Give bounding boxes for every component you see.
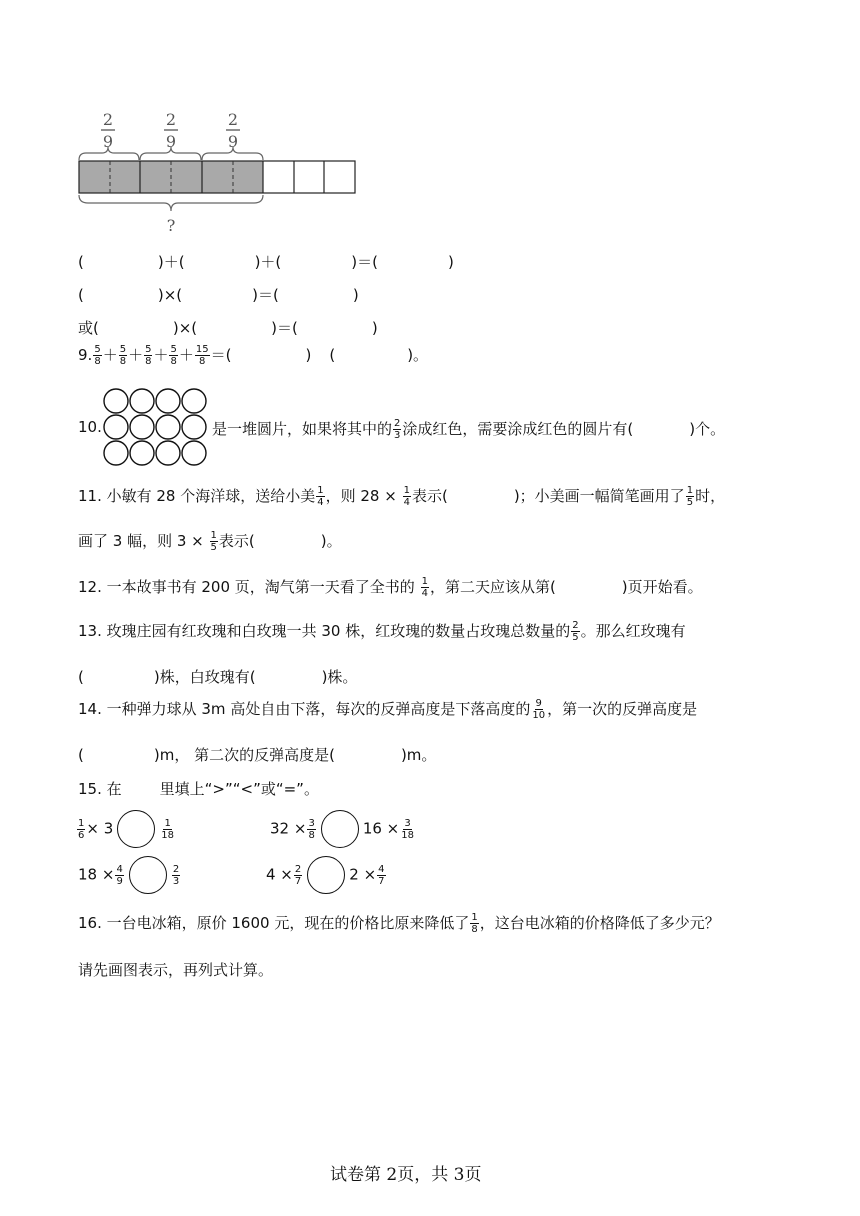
eq2-t3: )	[352, 286, 359, 304]
q9-plus-2: ＋	[128, 346, 144, 364]
q11-frac-2: $\frac{1}{4}$	[403, 485, 410, 508]
q15-r2l-frac: $\frac{4}{9}$	[116, 863, 123, 887]
q14-text-e: )m。	[400, 746, 437, 764]
q9-frac-4: $\frac{5}{8}$	[170, 344, 177, 367]
eq2-open: (	[78, 286, 84, 304]
disc-icon	[104, 415, 128, 439]
q15-r1b-pre: 32 ×	[270, 819, 307, 838]
disc-icon	[104, 389, 128, 413]
q9-plus-3: ＋	[153, 346, 169, 364]
eq1-open: (	[78, 253, 84, 271]
compare-circle-2[interactable]	[321, 810, 359, 848]
q11-text-h: )。	[320, 532, 342, 550]
q10-frac: $\frac{2}{3}$	[394, 418, 401, 441]
q12-frac: $\frac{1}{4}$	[421, 576, 428, 599]
question-16-line-1	[78, 912, 720, 935]
eq-row-2	[78, 284, 359, 305]
q11-text-g: 表示(	[218, 532, 255, 550]
q15-r1l-post: × 3	[86, 819, 114, 838]
top-frac-den-2: 9	[165, 132, 177, 151]
q15-compare-1	[76, 810, 176, 848]
question-10-text	[212, 418, 725, 441]
q12-text-b: ，第二天应该从第(	[429, 578, 556, 596]
q11-frac-1: $\frac{1}{4}$	[317, 485, 324, 508]
q9-open-2: (	[329, 346, 336, 364]
eq1-t1: )＋(	[157, 253, 185, 271]
disc-icon	[182, 389, 206, 413]
q15-r1l-frac: $\frac{1}{6}$	[78, 817, 85, 841]
q11-frac-3: $\frac{1}{5}$	[686, 485, 694, 508]
q15-r2b-frac: $\frac{2}{7}$	[294, 863, 302, 887]
q13-text-c: (	[78, 668, 84, 686]
q15-r2r-frac: $\frac{2}{3}$	[172, 863, 180, 887]
q16-text-a: 16. 一台电冰箱，原价 1600 元，现在的价格比原来降低了	[78, 914, 470, 932]
q9-number: 9.	[78, 346, 93, 364]
top-frac-num-2: 2	[165, 110, 177, 129]
q9-plus-4: ＋	[178, 346, 194, 364]
q15-text-a: 15. 在	[78, 780, 122, 798]
disc-icon	[182, 441, 206, 465]
q12-text-a: 12. 一本故事书有 200 页，淘气第一天看了全书的	[78, 578, 420, 596]
q16-text-b: ，这台电冰箱的价格降低了多少元？	[479, 914, 720, 932]
disc-icon	[130, 441, 154, 465]
q9-frac-3: $\frac{5}{8}$	[145, 344, 152, 367]
q15-r1b-frac: $\frac{3}{8}$	[308, 817, 315, 841]
eq2-t1: )×(	[157, 286, 183, 304]
eq-row-1	[78, 251, 454, 272]
q15-compare-3	[78, 856, 181, 894]
q14-text-d: )m， 第二次的反弹高度是(	[153, 746, 335, 764]
q9-eq: ＝(	[210, 346, 232, 364]
question-15	[78, 778, 319, 799]
disc-icon	[130, 415, 154, 439]
disc-icon	[104, 441, 128, 465]
q13-text-b: 。那么红玫瑰有	[580, 622, 686, 640]
q10-text-c: )个。	[689, 420, 726, 438]
q11-text-d: )；小美画一幅简笔画用了	[513, 487, 685, 505]
q15-r2l-pre: 18 ×	[78, 865, 115, 884]
question-mark: ?	[166, 216, 176, 235]
question-16-line-2: 请先画图表示，再列式计算。	[78, 961, 274, 979]
question-9	[78, 344, 428, 367]
top-frac-num-3: 2	[227, 110, 239, 129]
q15-r2b-pre: 4 ×	[266, 865, 293, 884]
q15-r2b-r-frac: $\frac{4}{7}$	[378, 863, 385, 887]
question-12	[78, 576, 703, 599]
q15-text-b: 里填上“>”“<”或“=”。	[159, 780, 319, 798]
disc-icon	[130, 389, 154, 413]
q11-text-c: 表示(	[411, 487, 448, 505]
page-footer: 试卷第 2页，共 3页	[330, 1165, 482, 1185]
q11-text-b: ，则 28 ×	[325, 487, 402, 505]
question-13-line-2	[78, 666, 357, 687]
question-14-line-2	[78, 744, 436, 765]
compare-circle-3[interactable]	[129, 856, 167, 894]
top-frac-den-3: 9	[227, 132, 239, 151]
disc-icon	[182, 415, 206, 439]
q15-r1b-r-pre: 16 ×	[362, 819, 400, 838]
eq1-t2: )＋(	[254, 253, 282, 271]
q11-text-f: 画了 3 幅，则 3 ×	[78, 532, 209, 550]
q9-frac-5: $\frac{15}{8}$	[195, 344, 209, 367]
q9-plus-1: ＋	[102, 346, 118, 364]
eq3-open: 或(	[78, 319, 99, 337]
q14-text-a: 14. 一种弹力球从 3m 高处自由下落，每次的反弹高度是下落高度的	[78, 700, 531, 718]
q11-text-e: 时，	[695, 487, 726, 505]
q11-text-a: 11. 小敏有 28 个海洋球，送给小美	[78, 487, 316, 505]
q10-number: 10.	[78, 418, 102, 436]
eq1-t4: )	[448, 253, 454, 271]
q11-frac-4: $\frac{1}{5}$	[210, 530, 217, 553]
q15-r1b-r-frac: $\frac{3}{18}$	[401, 817, 414, 841]
eq3-t1: )×(	[172, 319, 198, 337]
eq1-t3: )＝(	[351, 253, 379, 271]
q13-frac: $\frac{2}{5}$	[572, 620, 579, 643]
q9-frac-2: $\frac{5}{8}$	[119, 344, 127, 367]
disc-pile-svg	[102, 388, 210, 468]
question-11-line-2	[78, 530, 342, 553]
question-13-line-1	[78, 620, 686, 643]
q14-text-c: (	[78, 746, 84, 764]
compare-circle-4[interactable]	[307, 856, 345, 894]
q15-compare-2	[270, 810, 416, 848]
disc-pile-image	[102, 388, 210, 468]
q15-r2b-r-pre: 2 ×	[349, 865, 377, 884]
q15-compare-4	[266, 856, 387, 894]
q9-close-1: )	[305, 346, 312, 364]
eq3-t2: )＝(	[271, 319, 298, 337]
q13-text-e: )株。	[321, 668, 358, 686]
top-frac-num-1: 2	[102, 110, 114, 129]
disc-icon	[156, 389, 180, 413]
compare-circle-1[interactable]	[117, 810, 155, 848]
eq2-t2: )＝(	[252, 286, 279, 304]
strip-diagram-svg	[70, 105, 370, 240]
q13-text-a: 13. 玫瑰庄园有红玫瑰和白玫瑰一共 30 株，红玫瑰的数量占玫瑰总数量的	[78, 622, 571, 640]
q12-text-c: )页开始看。	[621, 578, 703, 596]
top-frac-den-1: 9	[102, 132, 114, 151]
strip-diagram	[70, 105, 370, 240]
q13-text-d: )株，白玫瑰有(	[153, 668, 256, 686]
eq3-t3: )	[371, 319, 378, 337]
eq-row-3	[78, 317, 378, 338]
q10-text-a: 是一堆圆片，如果将其中的	[212, 420, 393, 438]
q15-r1r-frac: $\frac{1}{18}$	[161, 817, 174, 841]
question-14-line-1	[78, 698, 697, 721]
q9-close-2: )。	[407, 346, 429, 364]
disc-icon	[156, 441, 180, 465]
q14-frac: $\frac{9}{10}$	[532, 698, 546, 721]
q14-text-b: ，第一次的反弹高度是	[547, 700, 698, 718]
q10-text-b: 涂成红色，需要涂成红色的圆片有(	[402, 420, 634, 438]
q9-frac-1: $\frac{5}{8}$	[94, 344, 101, 367]
q16-frac: $\frac{1}{8}$	[471, 912, 478, 935]
disc-icon	[156, 415, 180, 439]
question-11-line-1	[78, 485, 725, 508]
